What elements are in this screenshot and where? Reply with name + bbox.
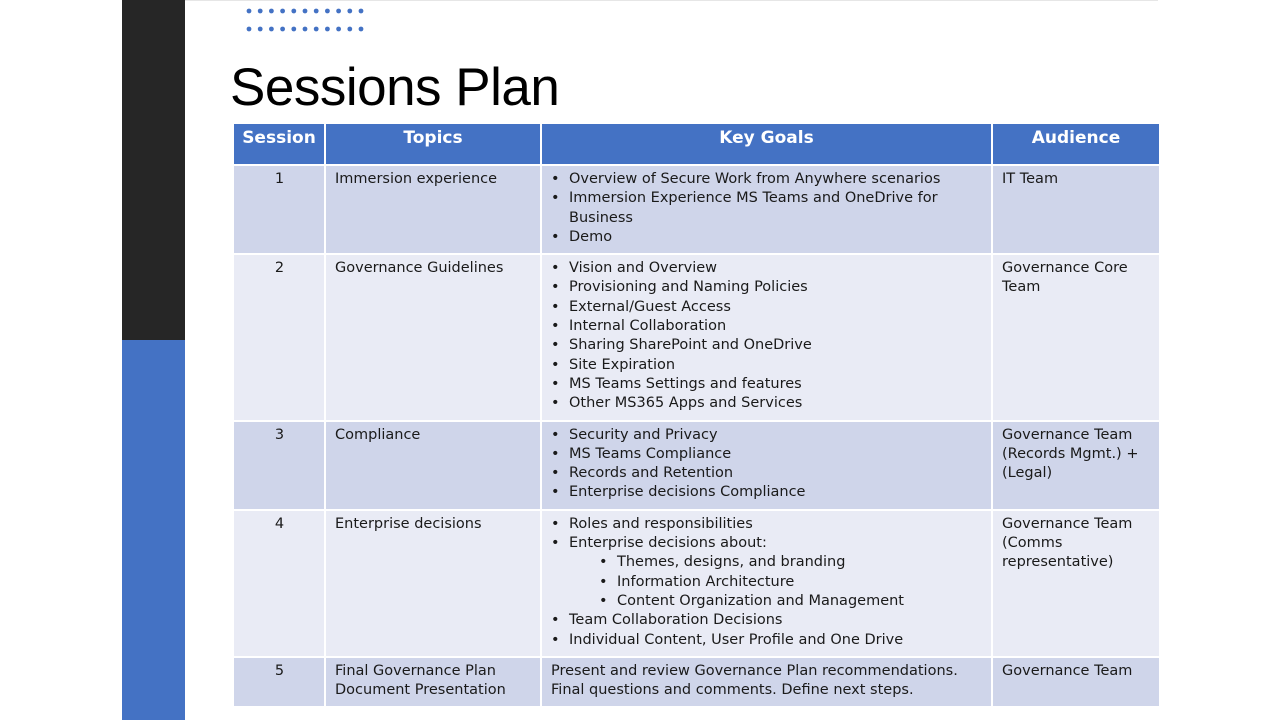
table-row (233, 510, 1160, 657)
session-audience: Governance Team (Comms representative) (992, 510, 1160, 657)
goal-item: • Overview of Secure Work from Anywhere scenarios (551, 170, 983, 189)
header-key-goals: Key Goals (541, 123, 992, 165)
table-row (233, 254, 1160, 420)
goals-list (551, 259, 983, 413)
session-goals (541, 657, 992, 708)
goals-list (551, 426, 983, 503)
goal-item: • Information Architecture (551, 573, 983, 592)
table-row (233, 657, 1160, 708)
goal-item: • MS Teams Settings and features (551, 375, 983, 394)
session-number: 5 (233, 657, 325, 708)
goal-item: • Records and Retention (551, 464, 983, 483)
session-topic: Enterprise decisions (325, 510, 541, 657)
decorative-dots-icon (246, 7, 376, 37)
goal-item: • Demo (551, 228, 983, 247)
goals-list (551, 515, 983, 650)
goal-item: • Site Expiration (551, 356, 983, 375)
session-audience: Governance Team (Records Mgmt.) + (Legal) (992, 421, 1160, 510)
goals-text: Present and review Governance Plan recommendations. Final questions and comments. Define next steps. (551, 662, 958, 699)
session-topic: Final Governance Plan Document Presentation (325, 657, 541, 708)
goal-item: • Provisioning and Naming Policies (551, 278, 983, 297)
header-session: Session (233, 123, 325, 165)
goal-item: • Internal Collaboration (551, 317, 983, 336)
session-audience: Governance Team (992, 657, 1160, 708)
session-number: 3 (233, 421, 325, 510)
table-row (233, 165, 1160, 254)
goal-item: • Vision and Overview (551, 259, 983, 278)
goal-item: • External/Guest Access (551, 298, 983, 317)
session-topic: Governance Guidelines (325, 254, 541, 420)
goal-item: • Content Organization and Management (551, 592, 983, 611)
goal-item: • Enterprise decisions Compliance (551, 483, 983, 502)
session-goals (541, 421, 992, 510)
slide-title: Sessions Plan (230, 58, 560, 117)
goal-item: • MS Teams Compliance (551, 445, 983, 464)
session-topic: Compliance (325, 421, 541, 510)
goal-item: • Other MS365 Apps and Services (551, 394, 983, 413)
left-accent-bar-dark (122, 0, 185, 340)
table-row (233, 421, 1160, 510)
session-audience: Governance Core Team (992, 254, 1160, 420)
goal-item: • Roles and responsibilities (551, 515, 983, 534)
goal-item: • Themes, designs, and branding (551, 553, 983, 572)
table-header-row (233, 123, 1160, 165)
goals-list (551, 170, 983, 247)
goal-item: • Individual Content, User Profile and One Drive (551, 631, 983, 650)
session-goals (541, 165, 992, 254)
header-audience: Audience (992, 123, 1160, 165)
sessions-plan-table (232, 122, 1161, 708)
goal-item: • Security and Privacy (551, 426, 983, 445)
left-accent-bar-blue (122, 340, 185, 720)
top-divider (185, 0, 1158, 1)
session-audience: IT Team (992, 165, 1160, 254)
session-number: 1 (233, 165, 325, 254)
goal-item: • Team Collaboration Decisions (551, 611, 983, 630)
goal-item: • Immersion Experience MS Teams and OneDrive for Business (551, 189, 983, 228)
session-goals (541, 254, 992, 420)
goal-item: • Sharing SharePoint and OneDrive (551, 336, 983, 355)
session-number: 4 (233, 510, 325, 657)
header-topics: Topics (325, 123, 541, 165)
session-topic: Immersion experience (325, 165, 541, 254)
session-number: 2 (233, 254, 325, 420)
goal-item: • Enterprise decisions about: (551, 534, 983, 553)
session-goals (541, 510, 992, 657)
